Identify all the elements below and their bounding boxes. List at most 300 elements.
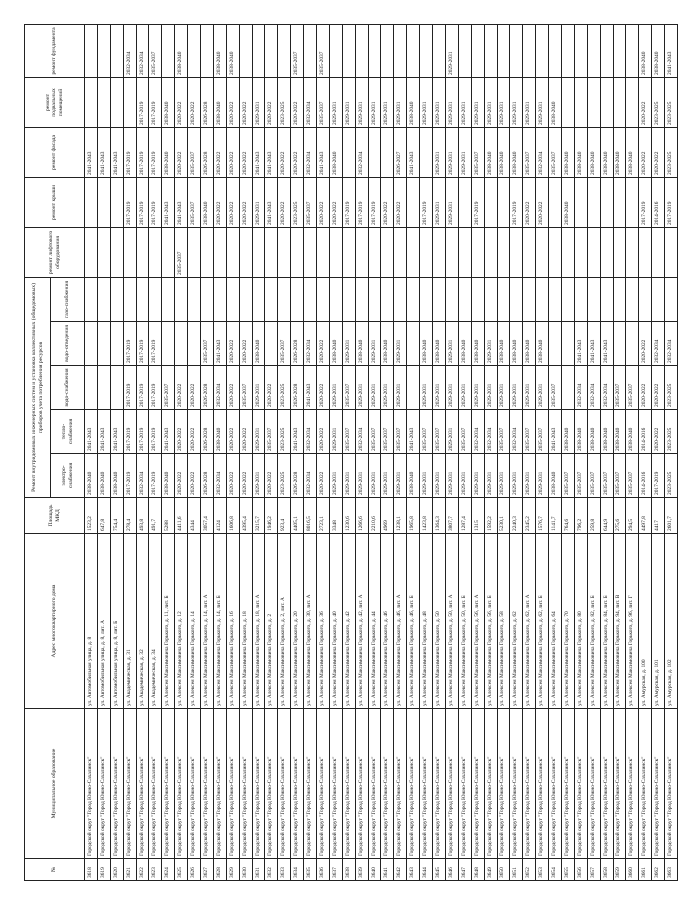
cell-sewer [188,322,201,366]
cell-water: 2029-2031 [484,366,497,410]
cell-foundation: 2038-2040 [639,24,652,77]
cell-facade: 2020-2022 [226,127,239,177]
cell-basement [110,77,123,127]
cell-facade: 2026-2028 [201,127,214,177]
cell-electro: 2029-2031 [445,454,458,498]
cell-basement [574,77,587,127]
cell-municipality: Городской округ "Город Южно-Сахалинск" [420,709,433,859]
cell-row-number: 3629 [226,859,239,881]
cell-roof [549,177,562,227]
cell-municipality: Городской округ "Город Южно-Сахалинск" [239,709,252,859]
cell-electro: 2020-2022 [226,454,239,498]
cell-gas [304,277,317,321]
table-row [201,24,214,880]
cell-row-number: 3660 [626,859,639,881]
cell-water [85,366,98,410]
cell-elevator [471,227,484,277]
cell-address: ул. Алексея Максимовича Горького, д. 42 [342,534,355,709]
cell-facade: 2038-2040 [587,127,600,177]
cell-roof: 2023-2025 [291,177,304,227]
cell-basement: 2029-2031 [523,77,536,127]
cell-elevator [665,227,678,277]
cell-heat: 2035-2037 [523,410,536,454]
cell-area: 3807,7 [445,498,458,534]
table-row [85,24,98,880]
cell-facade: 2029-2031 [445,127,458,177]
cell-roof [497,177,510,227]
cell-water [407,366,420,410]
cell-basement: 2023-2025 [278,77,291,127]
cell-electro: 2017-2019 [149,454,162,498]
cell-roof: 2041-2043 [265,177,278,227]
cell-area: 1423,8 [420,498,433,534]
cell-row-number: 3632 [265,859,278,881]
cell-row-number: 3631 [252,859,265,881]
cell-water: 2020-2022 [226,366,239,410]
cell-water: 2032-2034 [587,366,600,410]
cell-row-number: 3661 [639,859,652,881]
table-row [368,24,381,880]
cell-electro: 2017-2019 [652,454,665,498]
cell-address: ул. Алексея Максимовича Горького, д. 50 [433,534,446,709]
cell-electro: 2023-2025 [278,454,291,498]
cell-municipality: Городской округ "Город Южно-Сахалинск" [188,709,201,859]
cell-row-number: 3651 [510,859,523,881]
cell-roof: 2029-2031 [433,177,446,227]
cell-basement: 2020-2022 [188,77,201,127]
table-row [510,24,523,880]
cell-address: ул. Алексея Максимовича Горького, д. 14, лит. Б [213,534,226,709]
cell-area: 1592,2 [484,498,497,534]
cell-basement: 2029-2031 [510,77,523,127]
cell-area: 5230,1 [497,498,510,534]
cell-sewer [110,322,123,366]
cell-area: 1523,2 [85,498,98,534]
cell-heat: 2035-2037 [381,410,394,454]
cell-gas [239,277,252,321]
cell-municipality: Городской округ "Город Южно-Сахалинск" [458,709,471,859]
cell-municipality: Городской округ "Город Южно-Сахалинск" [523,709,536,859]
cell-elevator [252,227,265,277]
cell-basement [97,77,110,127]
cell-row-number: 3626 [188,859,201,881]
cell-gas [317,277,330,321]
cell-heat: 2038-2040 [600,410,613,454]
cell-heat: 2041-2043 [162,410,175,454]
cell-elevator [587,227,600,277]
cell-foundation [613,24,626,77]
cell-area: 764,6 [561,498,574,534]
cell-heat: 2038-2040 [574,410,587,454]
cell-row-number: 3653 [536,859,549,881]
cell-heat: 2020-2022 [652,410,665,454]
table-row [549,24,562,880]
cell-roof: 2029-2031 [445,177,458,227]
cell-gas [368,277,381,321]
cell-address: ул. Алексея Максимовича Горького, д. 84, лит. Б [600,534,613,709]
cell-municipality: Городской округ "Город Южно-Сахалинск" [484,709,497,859]
cell-facade: 2041-2043 [317,127,330,177]
cell-foundation [600,24,613,77]
cell-gas [665,277,678,321]
cell-roof: 2017-2019 [149,177,162,227]
cell-basement: 2029-2031 [252,77,265,127]
cell-basement: 2029-2031 [342,77,355,127]
cell-foundation: 2035-2037 [291,24,304,77]
cell-foundation: 2032-2034 [123,24,136,77]
cell-address: ул. Алексея Максимовича Горького, д. 18 [239,534,252,709]
cell-area: 1315 [471,498,484,534]
cell-elevator [639,227,652,277]
cell-facade: 2038-2040 [574,127,587,177]
cell-electro: 2032-2034 [213,454,226,498]
cell-row-number: 3620 [110,859,123,881]
cell-gas [523,277,536,321]
cell-heat: 2032-2034 [355,410,368,454]
table-row [600,24,613,880]
cell-row-number: 3628 [213,859,226,881]
cell-heat: 2035-2037 [497,410,510,454]
cell-gas [342,277,355,321]
table-row [149,24,162,880]
cell-foundation: 2038-2040 [213,24,226,77]
cell-foundation [471,24,484,77]
cell-elevator [381,227,394,277]
cell-basement: 2029-2031 [355,77,368,127]
cell-area: 1576,7 [536,498,549,534]
cell-municipality: Городской округ "Город Южно-Сахалинск" [497,709,510,859]
cell-area: 4497,8 [639,498,652,534]
cell-elevator [420,227,433,277]
cell-basement: 2029-2031 [445,77,458,127]
cell-elevator [407,227,420,277]
cell-area: 1230,6 [342,498,355,534]
cell-row-number: 3652 [523,859,536,881]
cell-facade [368,127,381,177]
cell-elevator [523,227,536,277]
cell-row-number: 3641 [381,859,394,881]
cell-basement: 2023-2025 [652,77,665,127]
cell-elevator [188,227,201,277]
cell-address: ул. Автомобильная улица, д. 8 [85,534,98,709]
cell-row-number: 3657 [587,859,600,881]
cell-water: 2035-2037 [239,366,252,410]
cell-sewer [407,322,420,366]
table-row [213,24,226,880]
cell-gas [626,277,639,321]
cell-foundation: 2032-2034 [136,24,149,77]
cell-heat: 2023-2025 [278,410,291,454]
cell-heat: 2035-2037 [420,410,433,454]
cell-municipality: Городской округ "Город Южно-Сахалинск" [471,709,484,859]
cell-municipality: Городской округ "Город Южно-Сахалинск" [626,709,639,859]
cell-area: 4411,6 [175,498,188,534]
cell-address: ул. Алексея Максимовича Горького, д. 80 [574,534,587,709]
cell-foundation [252,24,265,77]
header-no: № [25,859,85,881]
table-row [304,24,317,880]
cell-facade: 2020-2022 [291,127,304,177]
cell-heat: 2041-2043 [291,410,304,454]
cell-basement: 2020-2022 [226,77,239,127]
cell-roof: 2020-2022 [317,177,330,227]
cell-area: 4344 [188,498,201,534]
cell-electro: 2038-2040 [110,454,123,498]
cell-municipality: Городской округ "Город Южно-Сахалинск" [510,709,523,859]
cell-municipality: Городской округ "Город Южно-Сахалинск" [652,709,665,859]
cell-elevator [291,227,304,277]
cell-gas [510,277,523,321]
cell-foundation [394,24,407,77]
cell-facade [381,127,394,177]
cell-electro: 2020-2022 [188,454,201,498]
cell-elevator [600,227,613,277]
table-row [484,24,497,880]
cell-electro: 2035-2037 [600,454,613,498]
cell-address: ул. Алексея Максимовича Горького, д. 50, лит. А [445,534,458,709]
cell-municipality: Городской округ "Город Южно-Сахалинск" [600,709,613,859]
cell-gas [497,277,510,321]
cell-sewer: 2032-2034 [304,322,317,366]
cell-row-number: 3640 [368,859,381,881]
cell-foundation [265,24,278,77]
cell-facade: 2041-2043 [85,127,98,177]
cell-electro: 2035-2037 [613,454,626,498]
cell-heat: 2041-2043 [407,410,420,454]
header-water: водо-снабжения [51,366,85,410]
cell-area: 8016,5 [304,498,317,534]
cell-gas [394,277,407,321]
cell-foundation: 2038-2040 [175,24,188,77]
cell-heat: 2041-2043 [549,410,562,454]
table-row [497,24,510,880]
cell-sewer: 2032-2034 [665,322,678,366]
table-row [626,24,639,880]
cell-heat: 2041-2043 [97,410,110,454]
cell-electro: 2020-2022 [239,454,252,498]
cell-municipality: Городской округ "Город Южно-Сахалинск" [587,709,600,859]
cell-address: ул. Алексея Максимовича Горького, д. 62, лит. Б [536,534,549,709]
cell-gas [407,277,420,321]
table-row [420,24,433,880]
cell-sewer: 2038-2040 [433,322,446,366]
cell-gas [85,277,98,321]
cell-gas [252,277,265,321]
table-row [97,24,110,880]
cell-row-number: 3655 [561,859,574,881]
cell-water [97,366,110,410]
cell-address: ул. Алексея Максимовича Горького, д. 46, лит. Б [407,534,420,709]
cell-area: 1364,3 [433,498,446,534]
cell-sewer [549,322,562,366]
cell-electro: 2020-2022 [175,454,188,498]
cell-facade: 2041-2043 [252,127,265,177]
cell-address: ул. Амурская, д. 101 [652,534,665,709]
cell-basement: 2017-2019 [149,77,162,127]
cell-facade: 2035-2037 [471,127,484,177]
header-electro: электро-снабжения [51,454,85,498]
cell-facade: 2023-2025 [665,127,678,177]
cell-row-number: 3635 [304,859,317,881]
header-foundation: ремонт фундамента [25,24,85,77]
cell-facade: 2029-2031 [433,127,446,177]
cell-foundation [110,24,123,77]
cell-sewer: 2038-2040 [329,322,342,366]
cell-electro: 2029-2031 [497,454,510,498]
header-roof: ремонт крыши [25,177,85,227]
table-row [239,24,252,880]
cell-heat: 2035-2037 [458,410,471,454]
cell-facade: 2020-2022 [639,127,652,177]
cell-gas [188,277,201,321]
cell-municipality: Городской округ "Город Южно-Сахалинск" [149,709,162,859]
cell-water: 2032-2034 [213,366,226,410]
cell-heat: 2041-2043 [110,410,123,454]
cell-elevator [329,227,342,277]
cell-address: ул. Алексея Максимовича Горького, д. 56, лит. Б [484,534,497,709]
cell-roof: 2020-2022 [394,177,407,227]
cell-elevator [136,227,149,277]
cell-address: ул. Алексея Максимовича Горького, д. 2, лит. А [278,534,291,709]
header-elevator: ремонт лифтового оборудования [25,227,85,277]
cell-area: 923,4 [278,498,291,534]
repair-schedule-table [24,24,678,881]
cell-basement: 2020-2022 [265,77,278,127]
cell-foundation [561,24,574,77]
cell-elevator [574,227,587,277]
cell-address: ул. Алексея Максимовича Горького, д. 2 [265,534,278,709]
cell-electro: 2029-2031 [252,454,265,498]
cell-municipality: Городской округ "Город Южно-Сахалинск" [213,709,226,859]
cell-facade: 2038-2040 [484,127,497,177]
cell-address: ул. Алексея Максимовича Горького, д. 12 [175,534,188,709]
cell-water: 2029-2031 [536,366,549,410]
cell-foundation [574,24,587,77]
cell-foundation [433,24,446,77]
cell-municipality: Городской округ "Город Южно-Сахалинск" [329,709,342,859]
cell-heat: 2014-2016 [639,410,652,454]
cell-water: 2035-2037 [162,366,175,410]
cell-area: 4395,4 [239,498,252,534]
cell-address: ул. Алексея Максимовича Горького, д. 11, лит. Б [162,534,175,709]
cell-roof: 2020-2022 [213,177,226,227]
cell-electro: 2032-2034 [304,454,317,498]
cell-water: 2029-2031 [471,366,484,410]
cell-foundation [304,24,317,77]
cell-row-number: 3646 [445,859,458,881]
table-row [536,24,549,880]
cell-facade: 2029-2031 [458,127,471,177]
cell-address: ул. Академическая, д. 34 [149,534,162,709]
cell-elevator [162,227,175,277]
cell-sewer: 2029-2031 [342,322,355,366]
cell-electro: 2035-2037 [561,454,574,498]
cell-basement: 2029-2031 [471,77,484,127]
cell-area: 4124 [213,498,226,534]
cell-roof: 2017-2019 [342,177,355,227]
table-row [523,24,536,880]
cell-roof [407,177,420,227]
cell-heat: 2038-2040 [561,410,574,454]
cell-facade: 2020-2022 [278,127,291,177]
cell-area: 1946,2 [265,498,278,534]
cell-municipality: Городской округ "Город Южно-Сахалинск" [355,709,368,859]
cell-heat: 2017-2019 [123,410,136,454]
cell-heat: 2020-2022 [317,410,330,454]
cell-basement [626,77,639,127]
cell-heat: 2038-2040 [213,410,226,454]
cell-heat: 2035-2037 [394,410,407,454]
cell-sewer: 2017-2019 [149,322,162,366]
cell-roof: 2017-2019 [510,177,523,227]
cell-roof: 2041-2043 [175,177,188,227]
cell-foundation [368,24,381,77]
cell-roof: 2017-2019 [639,177,652,227]
cell-heat: 2032-2034 [471,410,484,454]
cell-gas [110,277,123,321]
cell-electro: 2029-2031 [420,454,433,498]
cell-water: 2029-2031 [458,366,471,410]
cell-elevator [536,227,549,277]
cell-municipality: Городской округ "Город Южно-Сахалинск" [561,709,574,859]
cell-sewer: 2032-2034 [652,322,665,366]
cell-foundation [587,24,600,77]
cell-facade: 2041-2043 [407,127,420,177]
cell-electro: 2029-2031 [329,454,342,498]
cell-sewer: 2038-2040 [420,322,433,366]
cell-address: ул. Алексея Максимовича Горького, д. 96, лит. Г [626,534,639,709]
cell-basement: 2020-2022 [239,77,252,127]
cell-elevator [355,227,368,277]
cell-facade: 2017-2019 [136,127,149,177]
table-row [226,24,239,880]
cell-basement: 2038-2040 [549,77,562,127]
cell-roof: 2020-2022 [226,177,239,227]
cell-facade: 2035-2037 [188,127,201,177]
cell-electro: 2029-2031 [523,454,536,498]
cell-area: 3215,7 [252,498,265,534]
cell-sewer: 2020-2022 [317,322,330,366]
cell-heat: 2041-2043 [85,410,98,454]
cell-electro: 2014-2016 [639,454,652,498]
cell-roof: 2038-2040 [561,177,574,227]
cell-water: 2035-2037 [613,366,626,410]
cell-electro: 2029-2031 [381,454,394,498]
header-facade: ремонт фасада [25,127,85,177]
cell-facade: 2041-2043 [265,127,278,177]
cell-roof [484,177,497,227]
cell-facade: 2032-2034 [304,127,317,177]
cell-foundation [85,24,98,77]
cell-gas [549,277,562,321]
cell-facade: 2038-2040 [510,127,523,177]
cell-area: 1266,6 [355,498,368,534]
header-basement: ремонт подвальных помещений [25,77,85,127]
cell-sewer [613,322,626,366]
cell-basement: 2029-2031 [497,77,510,127]
cell-elevator [613,227,626,277]
cell-address: ул. Академическая, д. 32 [136,534,149,709]
cell-address: ул. Алексея Максимовича Горького, д. 82, лит. Б [587,534,600,709]
cell-elevator [342,227,355,277]
cell-foundation [355,24,368,77]
cell-row-number: 3643 [407,859,420,881]
cell-foundation: 2038-2040 [226,24,239,77]
cell-water [561,366,574,410]
cell-basement: 2023-2025 [665,77,678,127]
cell-water: 2035-2037 [342,366,355,410]
cell-facade: 2038-2040 [162,127,175,177]
